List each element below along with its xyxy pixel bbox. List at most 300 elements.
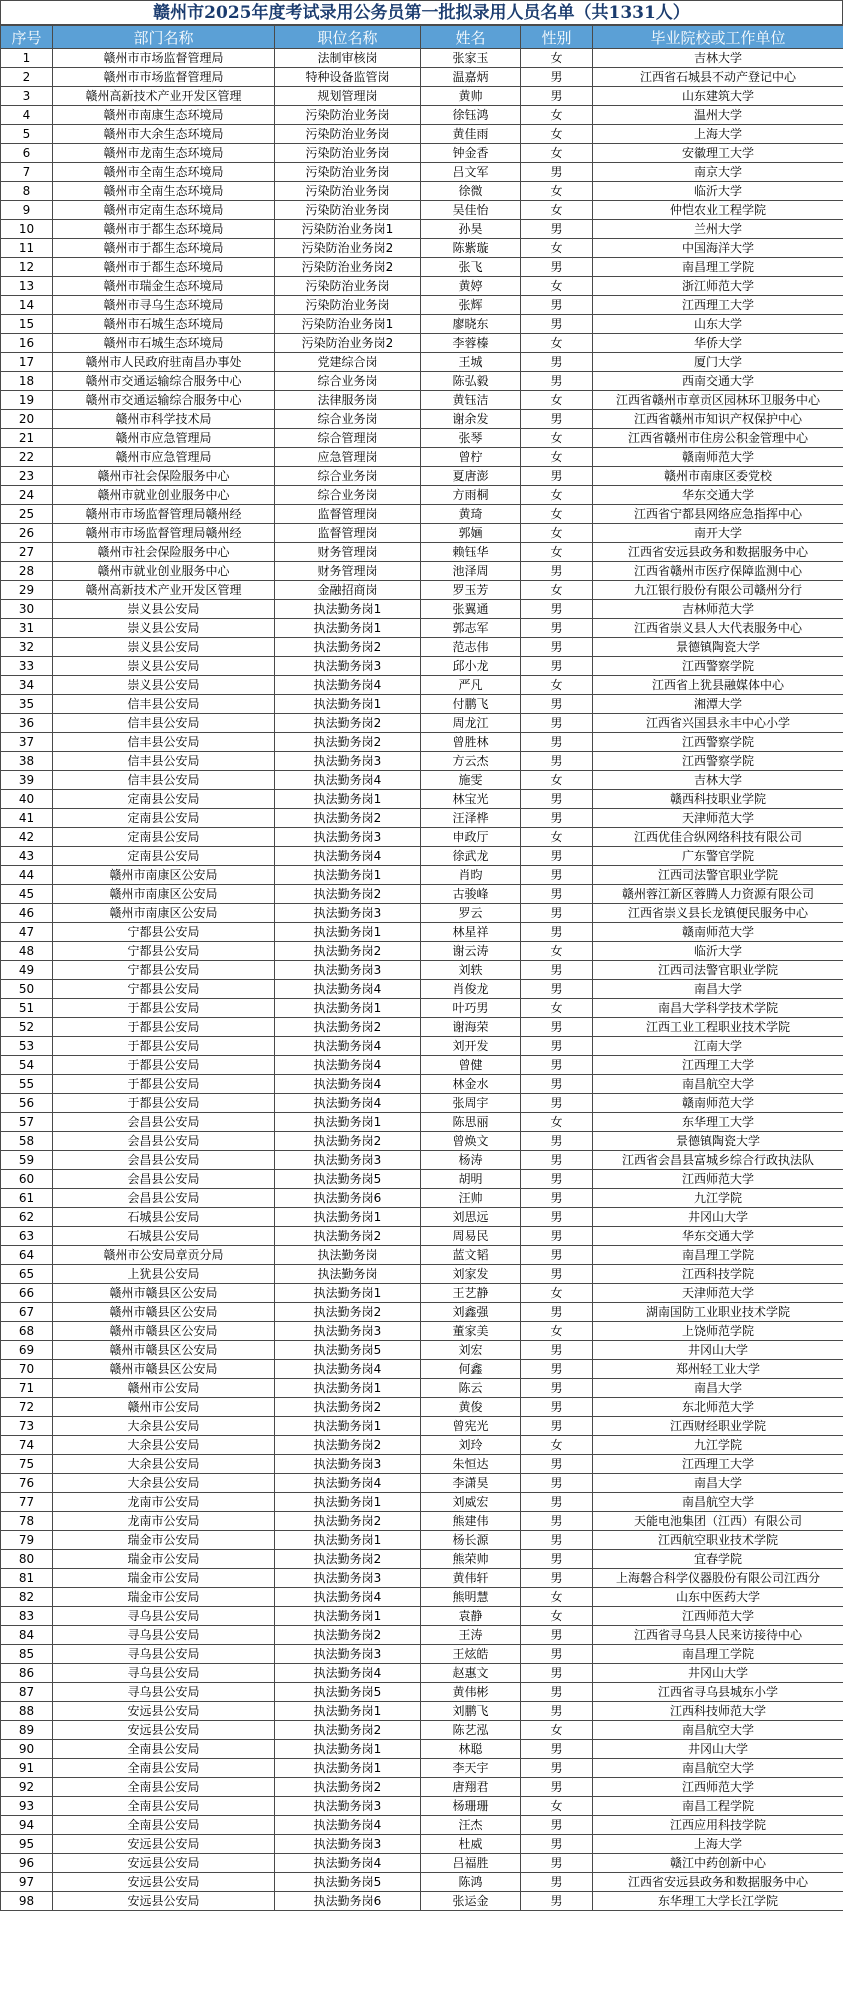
- cell-gender: 女: [521, 524, 593, 543]
- cell-school-or-employer: 西南交通大学: [593, 372, 843, 391]
- cell-department: 赣州市公安局: [53, 1379, 275, 1398]
- cell-department: 赣州市赣县区公安局: [53, 1284, 275, 1303]
- cell-name: 谢余发: [421, 410, 521, 429]
- cell-department: 定南县公安局: [53, 809, 275, 828]
- cell-department: 会昌县公安局: [53, 1189, 275, 1208]
- table-row: [1, 296, 843, 315]
- table-row: [1, 87, 843, 106]
- table-row: [1, 1892, 843, 1911]
- cell-department: 大余县公安局: [53, 1474, 275, 1493]
- cell-gender: 女: [521, 125, 593, 144]
- cell-department: 赣州市南康区公安局: [53, 866, 275, 885]
- cell-gender: 男: [521, 410, 593, 429]
- cell-gender: 男: [521, 980, 593, 999]
- cell-department: 赣州市科学技术局: [53, 410, 275, 429]
- cell-index: 90: [1, 1740, 53, 1759]
- cell-gender: 女: [521, 543, 593, 562]
- table-row: [1, 1189, 843, 1208]
- table-row: [1, 1854, 843, 1873]
- cell-name: 孙昊: [421, 220, 521, 239]
- cell-school-or-employer: 江西省寻乌县人民来访接待中心: [593, 1626, 843, 1645]
- cell-school-or-employer: 南昌工程学院: [593, 1797, 843, 1816]
- cell-department: 赣州市全南生态环境局: [53, 163, 275, 182]
- cell-index: 3: [1, 87, 53, 106]
- cell-department: 瑞金市公安局: [53, 1550, 275, 1569]
- cell-index: 20: [1, 410, 53, 429]
- cell-department: 赣州市社会保险服务中心: [53, 543, 275, 562]
- cell-position: 执法勤务岗2: [275, 1436, 421, 1455]
- cell-department: 赣州市就业创业服务中心: [53, 562, 275, 581]
- cell-gender: 男: [521, 220, 593, 239]
- cell-department: 大余县公安局: [53, 1417, 275, 1436]
- cell-school-or-employer: 华侨大学: [593, 334, 843, 353]
- table-row: [1, 638, 843, 657]
- table-row: [1, 220, 843, 239]
- cell-name: 陈鸿: [421, 1873, 521, 1892]
- cell-name: 曾胜林: [421, 733, 521, 752]
- cell-school-or-employer: 华东交通大学: [593, 1227, 843, 1246]
- cell-school-or-employer: 江西省崇义县人大代表服务中心: [593, 619, 843, 638]
- cell-index: 83: [1, 1607, 53, 1626]
- cell-name: 曾宪光: [421, 1417, 521, 1436]
- cell-department: 赣州市公安局: [53, 1398, 275, 1417]
- table-row: [1, 1607, 843, 1626]
- cell-position: 综合业务岗: [275, 486, 421, 505]
- cell-school-or-employer: 九江学院: [593, 1436, 843, 1455]
- cell-department: 石城县公安局: [53, 1227, 275, 1246]
- cell-gender: 男: [521, 1759, 593, 1778]
- cell-position: 执法勤务岗3: [275, 904, 421, 923]
- cell-position: 综合业务岗: [275, 410, 421, 429]
- cell-index: 78: [1, 1512, 53, 1531]
- cell-school-or-employer: 江西省赣州市知识产权保护中心: [593, 410, 843, 429]
- cell-school-or-employer: 江西警察学院: [593, 752, 843, 771]
- cell-index: 76: [1, 1474, 53, 1493]
- table-row: [1, 258, 843, 277]
- table-row: [1, 1816, 843, 1835]
- table-row: [1, 1455, 843, 1474]
- cell-position: 执法勤务岗1: [275, 923, 421, 942]
- cell-school-or-employer: 九江银行股份有限公司赣州分行: [593, 581, 843, 600]
- cell-school-or-employer: 赣州市南康区委党校: [593, 467, 843, 486]
- cell-gender: 男: [521, 885, 593, 904]
- cell-department: 赣州市石城生态环境局: [53, 334, 275, 353]
- cell-gender: 女: [521, 106, 593, 125]
- table-row: [1, 619, 843, 638]
- cell-school-or-employer: 山东大学: [593, 315, 843, 334]
- cell-gender: 女: [521, 429, 593, 448]
- cell-index: 91: [1, 1759, 53, 1778]
- cell-position: 执法勤务岗1: [275, 1284, 421, 1303]
- cell-department: 赣州市全南生态环境局: [53, 182, 275, 201]
- cell-school-or-employer: 江西司法警官职业学院: [593, 961, 843, 980]
- table-row: [1, 695, 843, 714]
- cell-index: 75: [1, 1455, 53, 1474]
- cell-gender: 男: [521, 752, 593, 771]
- cell-department: 安远县公安局: [53, 1702, 275, 1721]
- cell-position: 执法勤务岗4: [275, 1664, 421, 1683]
- cell-school-or-employer: 井冈山大学: [593, 1341, 843, 1360]
- cell-index: 18: [1, 372, 53, 391]
- cell-name: 钟金香: [421, 144, 521, 163]
- cell-position: 执法勤务岗3: [275, 1455, 421, 1474]
- cell-school-or-employer: 九江学院: [593, 1189, 843, 1208]
- table-row: [1, 68, 843, 87]
- cell-index: 36: [1, 714, 53, 733]
- cell-index: 9: [1, 201, 53, 220]
- cell-name: 刘轶: [421, 961, 521, 980]
- cell-name: 熊荣帅: [421, 1550, 521, 1569]
- cell-department: 赣州市就业创业服务中心: [53, 486, 275, 505]
- cell-position: 执法勤务岗1: [275, 1208, 421, 1227]
- cell-department: 于都县公安局: [53, 1056, 275, 1075]
- cell-name: 黄婷: [421, 277, 521, 296]
- header-index: 序号: [1, 26, 53, 49]
- table-row: [1, 752, 843, 771]
- cell-name: 吕文军: [421, 163, 521, 182]
- cell-department: 赣州高新技术产业开发区管理: [53, 581, 275, 600]
- table-row: [1, 1835, 843, 1854]
- cell-name: 蓝文韬: [421, 1246, 521, 1265]
- cell-department: 赣州市应急管理局: [53, 448, 275, 467]
- cell-department: 赣州市南康区公安局: [53, 885, 275, 904]
- cell-department: 赣州市交通运输综合服务中心: [53, 372, 275, 391]
- cell-index: 71: [1, 1379, 53, 1398]
- cell-department: 宁都县公安局: [53, 923, 275, 942]
- table-row: [1, 524, 843, 543]
- cell-school-or-employer: 临沂大学: [593, 942, 843, 961]
- cell-school-or-employer: 井冈山大学: [593, 1740, 843, 1759]
- cell-position: 综合业务岗: [275, 372, 421, 391]
- cell-name: 林星祥: [421, 923, 521, 942]
- cell-name: 刘思远: [421, 1208, 521, 1227]
- cell-position: 执法勤务岗1: [275, 1379, 421, 1398]
- cell-school-or-employer: 赣南师范大学: [593, 448, 843, 467]
- cell-index: 12: [1, 258, 53, 277]
- cell-index: 27: [1, 543, 53, 562]
- cell-department: 赣州市交通运输综合服务中心: [53, 391, 275, 410]
- cell-gender: 男: [521, 638, 593, 657]
- cell-name: 黄伟轩: [421, 1569, 521, 1588]
- cell-gender: 男: [521, 1189, 593, 1208]
- cell-position: 污染防治业务岗: [275, 125, 421, 144]
- cell-index: 65: [1, 1265, 53, 1284]
- table-row: [1, 486, 843, 505]
- cell-name: 王艺静: [421, 1284, 521, 1303]
- table-row: [1, 1683, 843, 1702]
- cell-index: 53: [1, 1037, 53, 1056]
- cell-name: 张家玉: [421, 49, 521, 68]
- cell-department: 定南县公安局: [53, 790, 275, 809]
- cell-department: 赣州市寻乌生态环境局: [53, 296, 275, 315]
- table-row: [1, 1474, 843, 1493]
- cell-department: 龙南市公安局: [53, 1512, 275, 1531]
- cell-school-or-employer: 江西省崇义县长龙镇便民服务中心: [593, 904, 843, 923]
- cell-name: 方云杰: [421, 752, 521, 771]
- cell-school-or-employer: 江西省寻乌县城东小学: [593, 1683, 843, 1702]
- cell-index: 86: [1, 1664, 53, 1683]
- table-row: [1, 980, 843, 999]
- table-row: [1, 201, 843, 220]
- cell-gender: 男: [521, 1645, 593, 1664]
- cell-name: 范志伟: [421, 638, 521, 657]
- cell-school-or-employer: 南昌理工学院: [593, 1645, 843, 1664]
- cell-department: 安远县公安局: [53, 1892, 275, 1911]
- cell-department: 龙南市公安局: [53, 1493, 275, 1512]
- cell-gender: 男: [521, 1873, 593, 1892]
- cell-gender: 男: [521, 904, 593, 923]
- cell-department: 崇义县公安局: [53, 600, 275, 619]
- cell-position: 执法勤务岗1: [275, 1493, 421, 1512]
- cell-name: 叶巧男: [421, 999, 521, 1018]
- cell-index: 37: [1, 733, 53, 752]
- cell-department: 全南县公安局: [53, 1759, 275, 1778]
- cell-school-or-employer: 赣江中药创新中心: [593, 1854, 843, 1873]
- cell-name: 张琴: [421, 429, 521, 448]
- cell-name: 李蓉榛: [421, 334, 521, 353]
- table-row: [1, 657, 843, 676]
- cell-school-or-employer: 江西省宁都县网络应急指挥中心: [593, 505, 843, 524]
- cell-school-or-employer: 江西警察学院: [593, 733, 843, 752]
- cell-department: 寻乌县公安局: [53, 1683, 275, 1702]
- cell-position: 执法勤务岗5: [275, 1683, 421, 1702]
- cell-gender: 男: [521, 1170, 593, 1189]
- cell-department: 赣州市应急管理局: [53, 429, 275, 448]
- cell-name: 陈思丽: [421, 1113, 521, 1132]
- cell-index: 30: [1, 600, 53, 619]
- table-row: [1, 1094, 843, 1113]
- cell-index: 63: [1, 1227, 53, 1246]
- cell-school-or-employer: 东北师范大学: [593, 1398, 843, 1417]
- cell-position: 执法勤务岗1: [275, 600, 421, 619]
- cell-index: 62: [1, 1208, 53, 1227]
- cell-gender: 男: [521, 600, 593, 619]
- table-row: [1, 1512, 843, 1531]
- cell-position: 执法勤务岗2: [275, 1132, 421, 1151]
- cell-department: 宁都县公安局: [53, 942, 275, 961]
- cell-index: 79: [1, 1531, 53, 1550]
- table-row: [1, 1151, 843, 1170]
- cell-department: 会昌县公安局: [53, 1132, 275, 1151]
- table-row: [1, 1265, 843, 1284]
- cell-gender: 男: [521, 562, 593, 581]
- cell-position: 污染防治业务岗2: [275, 239, 421, 258]
- cell-name: 刘玲: [421, 1436, 521, 1455]
- cell-position: 执法勤务岗2: [275, 1626, 421, 1645]
- cell-school-or-employer: 江西理工大学: [593, 296, 843, 315]
- cell-name: 曾健: [421, 1056, 521, 1075]
- cell-gender: 女: [521, 676, 593, 695]
- cell-school-or-employer: 江西师范大学: [593, 1778, 843, 1797]
- cell-name: 李潇昊: [421, 1474, 521, 1493]
- cell-school-or-employer: 江西省安远县政务和数据服务中心: [593, 543, 843, 562]
- cell-position: 执法勤务岗2: [275, 1398, 421, 1417]
- cell-gender: 男: [521, 1379, 593, 1398]
- cell-gender: 男: [521, 1474, 593, 1493]
- cell-position: 执法勤务岗3: [275, 1569, 421, 1588]
- table-row: [1, 1873, 843, 1892]
- cell-department: 寻乌县公安局: [53, 1664, 275, 1683]
- cell-name: 肖俊龙: [421, 980, 521, 999]
- cell-position: 执法勤务岗4: [275, 980, 421, 999]
- cell-school-or-employer: 吉林师范大学: [593, 600, 843, 619]
- cell-department: 赣州市市场监督管理局: [53, 49, 275, 68]
- cell-position: 执法勤务岗2: [275, 638, 421, 657]
- cell-department: 安远县公安局: [53, 1835, 275, 1854]
- cell-name: 张辉: [421, 296, 521, 315]
- cell-gender: 男: [521, 467, 593, 486]
- cell-position: 执法勤务岗1: [275, 1740, 421, 1759]
- cell-position: 污染防治业务岗: [275, 163, 421, 182]
- cell-department: 定南县公安局: [53, 847, 275, 866]
- cell-name: 郭婳: [421, 524, 521, 543]
- cell-position: 执法勤务岗4: [275, 771, 421, 790]
- cell-position: 执法勤务岗1: [275, 619, 421, 638]
- cell-position: 执法勤务岗4: [275, 1854, 421, 1873]
- cell-name: 张周宇: [421, 1094, 521, 1113]
- table-row: [1, 1569, 843, 1588]
- table-row: [1, 1284, 843, 1303]
- cell-position: 特种设备监管岗: [275, 68, 421, 87]
- cell-school-or-employer: 江西省赣州市章贡区园林环卫服务中心: [593, 391, 843, 410]
- cell-index: 32: [1, 638, 53, 657]
- cell-gender: 男: [521, 1683, 593, 1702]
- cell-gender: 男: [521, 87, 593, 106]
- cell-position: 党建综合岗: [275, 353, 421, 372]
- cell-school-or-employer: 湖南国防工业职业技术学院: [593, 1303, 843, 1322]
- table-row: [1, 505, 843, 524]
- table-row: [1, 144, 843, 163]
- cell-position: 执法勤务岗4: [275, 1075, 421, 1094]
- cell-department: 宁都县公安局: [53, 980, 275, 999]
- cell-name: 何鑫: [421, 1360, 521, 1379]
- header-department: 部门名称: [53, 26, 275, 49]
- cell-index: 46: [1, 904, 53, 923]
- cell-name: 张运金: [421, 1892, 521, 1911]
- cell-index: 81: [1, 1569, 53, 1588]
- cell-school-or-employer: 山东中医药大学: [593, 1588, 843, 1607]
- cell-position: 执法勤务岗5: [275, 1170, 421, 1189]
- cell-index: 50: [1, 980, 53, 999]
- cell-school-or-employer: 东华理工大学长江学院: [593, 1892, 843, 1911]
- cell-name: 朱恒达: [421, 1455, 521, 1474]
- cell-position: 执法勤务岗3: [275, 1151, 421, 1170]
- table-row: [1, 1170, 843, 1189]
- cell-name: 罗玉芳: [421, 581, 521, 600]
- cell-index: 66: [1, 1284, 53, 1303]
- cell-name: 杨珊珊: [421, 1797, 521, 1816]
- table-row: [1, 125, 843, 144]
- cell-position: 执法勤务岗2: [275, 733, 421, 752]
- cell-gender: 女: [521, 182, 593, 201]
- table-row: [1, 961, 843, 980]
- table-row: [1, 372, 843, 391]
- cell-gender: 男: [521, 353, 593, 372]
- cell-name: 温嘉炳: [421, 68, 521, 87]
- cell-name: 曾柠: [421, 448, 521, 467]
- cell-index: 84: [1, 1626, 53, 1645]
- cell-department: 赣州市石城生态环境局: [53, 315, 275, 334]
- cell-gender: 男: [521, 1854, 593, 1873]
- cell-name: 徐武龙: [421, 847, 521, 866]
- table-row: [1, 828, 843, 847]
- cell-school-or-employer: 江西财经职业学院: [593, 1417, 843, 1436]
- cell-department: 赣州市公安局章贡分局: [53, 1246, 275, 1265]
- cell-gender: 男: [521, 1550, 593, 1569]
- cell-index: 69: [1, 1341, 53, 1360]
- cell-position: 执法勤务岗2: [275, 809, 421, 828]
- cell-index: 52: [1, 1018, 53, 1037]
- cell-school-or-employer: 南昌大学科学技术学院: [593, 999, 843, 1018]
- table-row: [1, 999, 843, 1018]
- table-row: [1, 866, 843, 885]
- cell-index: 23: [1, 467, 53, 486]
- cell-position: 财务管理岗: [275, 543, 421, 562]
- cell-school-or-employer: 南昌大学: [593, 980, 843, 999]
- cell-gender: 男: [521, 1056, 593, 1075]
- cell-school-or-employer: 南昌航空大学: [593, 1759, 843, 1778]
- cell-gender: 男: [521, 1246, 593, 1265]
- cell-school-or-employer: 江西省石城县不动产登记中心: [593, 68, 843, 87]
- cell-index: 33: [1, 657, 53, 676]
- cell-position: 执法勤务岗3: [275, 752, 421, 771]
- cell-department: 全南县公安局: [53, 1778, 275, 1797]
- cell-gender: 女: [521, 1797, 593, 1816]
- table-row: [1, 1417, 843, 1436]
- cell-department: 瑞金市公安局: [53, 1588, 275, 1607]
- cell-gender: 女: [521, 486, 593, 505]
- cell-department: 信丰县公安局: [53, 714, 275, 733]
- cell-index: 70: [1, 1360, 53, 1379]
- cell-name: 赖钰华: [421, 543, 521, 562]
- cell-name: 刘鹏飞: [421, 1702, 521, 1721]
- cell-school-or-employer: 安徽理工大学: [593, 144, 843, 163]
- cell-index: 98: [1, 1892, 53, 1911]
- table-row: [1, 391, 843, 410]
- cell-department: 于都县公安局: [53, 999, 275, 1018]
- cell-name: 陈紫璇: [421, 239, 521, 258]
- cell-school-or-employer: 江西理工大学: [593, 1455, 843, 1474]
- cell-department: 赣州市南康生态环境局: [53, 106, 275, 125]
- cell-index: 2: [1, 68, 53, 87]
- table-row: [1, 543, 843, 562]
- cell-index: 31: [1, 619, 53, 638]
- cell-school-or-employer: 江西工业工程职业技术学院: [593, 1018, 843, 1037]
- table-row: [1, 847, 843, 866]
- cell-index: 49: [1, 961, 53, 980]
- cell-index: 38: [1, 752, 53, 771]
- table-row: [1, 239, 843, 258]
- cell-gender: 女: [521, 1284, 593, 1303]
- cell-school-or-employer: 赣西科技职业学院: [593, 790, 843, 809]
- cell-position: 执法勤务岗3: [275, 961, 421, 980]
- cell-gender: 女: [521, 144, 593, 163]
- cell-gender: 男: [521, 1265, 593, 1284]
- cell-school-or-employer: 南开大学: [593, 524, 843, 543]
- cell-name: 谢海荣: [421, 1018, 521, 1037]
- cell-position: 执法勤务岗1: [275, 1702, 421, 1721]
- cell-name: 林聪: [421, 1740, 521, 1759]
- header-position: 职位名称: [275, 26, 421, 49]
- cell-name: 董家美: [421, 1322, 521, 1341]
- cell-school-or-employer: 广东警官学院: [593, 847, 843, 866]
- cell-gender: 男: [521, 1626, 593, 1645]
- cell-school-or-employer: 江西航空职业技术学院: [593, 1531, 843, 1550]
- cell-position: 财务管理岗: [275, 562, 421, 581]
- roster-body: [1, 49, 843, 1911]
- cell-school-or-employer: 江西省兴国县永丰中心小学: [593, 714, 843, 733]
- table-row: [1, 1626, 843, 1645]
